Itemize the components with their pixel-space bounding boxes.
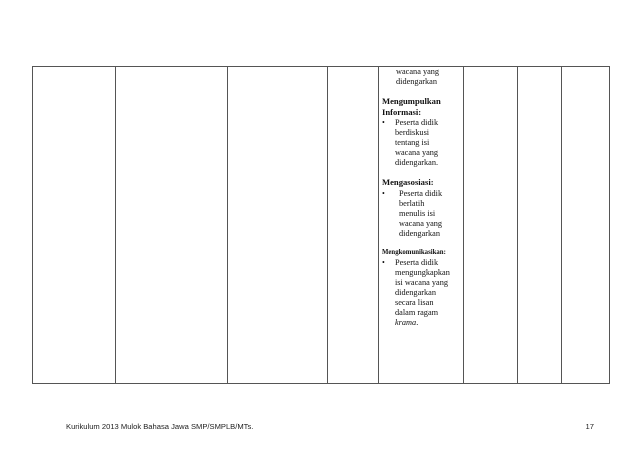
section-mengkomunikasikan xyxy=(382,248,461,328)
table-cell-1 xyxy=(33,67,116,384)
activities-content xyxy=(379,67,463,328)
bullet-icon: • xyxy=(382,257,385,267)
table-cell-2 xyxy=(116,67,228,384)
bullet-text-end: . xyxy=(416,317,419,327)
section-heading: Mengasosiasi: xyxy=(382,177,434,187)
lesson-plan-table xyxy=(32,66,610,384)
section-mengasosiasi xyxy=(382,177,461,239)
bullet-text-italic: krama xyxy=(395,317,417,327)
bullet-icon: • xyxy=(382,188,385,198)
continued-text: wacana yang didengarkan xyxy=(396,67,440,86)
bullet-text: Peserta didik mengungkapkan isi wacana yang didengarkan secara lisan dalam ragam xyxy=(395,257,450,317)
bullet-item xyxy=(382,118,461,168)
section-mengumpulkan xyxy=(382,96,461,168)
section-heading: Mengumpulkan Informasi: xyxy=(382,96,441,117)
table-cell-3 xyxy=(228,67,328,384)
bullet-text: Peserta didik berdiskusi tentang isi wacana yang didengarkan. xyxy=(395,118,439,167)
page-number: 17 xyxy=(585,422,594,431)
footer-title: Kurikulum 2013 Mulok Bahasa Jawa SMP/SMPLB/MTs. xyxy=(66,422,254,431)
page-footer xyxy=(66,422,594,434)
table-cell-7 xyxy=(518,67,562,384)
activities-cell xyxy=(379,67,464,384)
bullet-item xyxy=(382,258,461,328)
bullet-item xyxy=(382,189,461,239)
bullet-icon: • xyxy=(382,118,385,127)
table-cell-4 xyxy=(328,67,379,384)
table-cell-8 xyxy=(562,67,610,384)
bullet-text-wrap xyxy=(395,258,450,328)
bullet-text: Peserta didik berlatih menulis isi wacana yang didengarkan xyxy=(399,188,443,238)
table-row xyxy=(33,67,610,384)
section-heading: Mengkomunikasikan: xyxy=(382,248,446,256)
table-cell-6 xyxy=(464,67,518,384)
